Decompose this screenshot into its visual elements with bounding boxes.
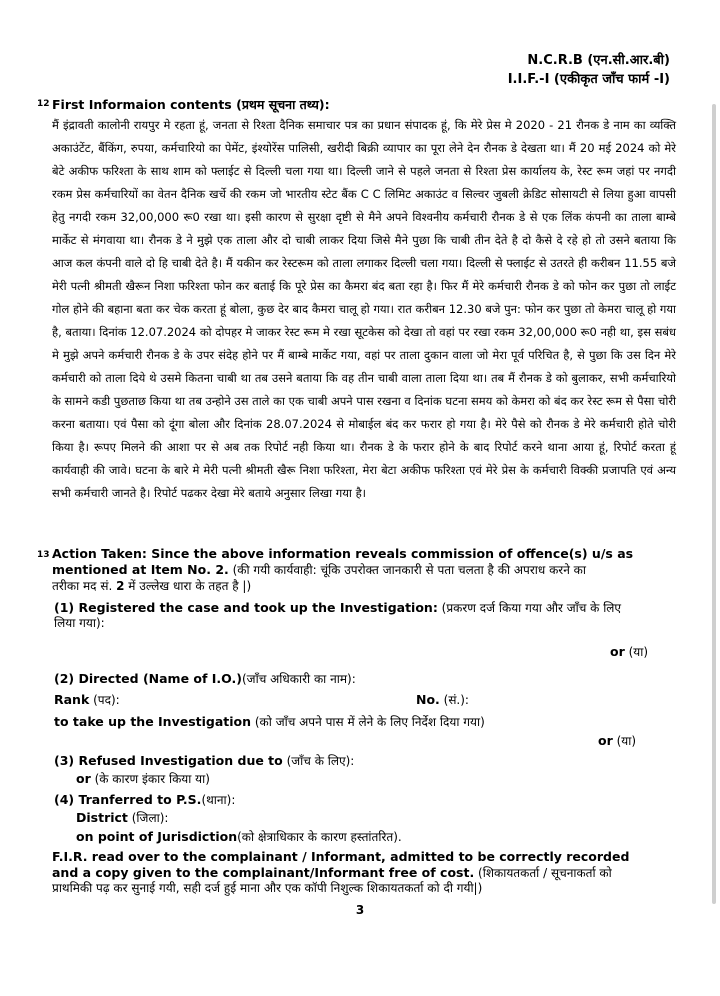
fir-line2-en: and a copy given to the complainant/Informant free of cost. — [52, 865, 475, 880]
jurisdiction-hi: (को क्षेत्राधिकार के कारण हस्तांतरित). — [237, 830, 402, 844]
take-up-hi: (को जाँच अपने पास में लेने के लिए निर्देश दिया गया) — [254, 715, 485, 729]
item-4-en: (4) Tranferred to P.S. — [54, 792, 202, 807]
district-label-en: District — [76, 810, 128, 825]
take-up-investigation — [54, 713, 485, 730]
section-12-title — [52, 96, 330, 113]
form-code: N.C.R.B (एन.सी.आर.बी) — [527, 53, 670, 68]
scrollbar[interactable] — [712, 104, 716, 904]
item-1-en: (1) Registered the case and took up the Investigation: — [54, 600, 438, 615]
fir-read-over-line1: F.I.R. read over to the complainant / Informant, admitted to be correctly recorded — [52, 849, 630, 864]
rank-label-hi: (पद): — [93, 693, 120, 707]
action-taken-line3-c: में उल्लेख धारा के तहत है |) — [124, 579, 252, 593]
action-taken-hindi: (की गयी कार्यवाही: चूंकि उपरोक्त जानकारी से पता चलता है की अपराध करने का — [232, 563, 587, 577]
action-taken-line3-b: 2 — [116, 579, 125, 593]
jurisdiction-line — [76, 828, 402, 845]
item-2-directed — [54, 670, 356, 687]
item-3-hi: (जाँच के लिए): — [286, 754, 355, 768]
item-4-hi: (थाना): — [201, 793, 236, 807]
item-1-hi-cont: लिया गया): — [54, 616, 105, 630]
item-3-or-en: or — [76, 771, 91, 786]
action-taken-line3-a: तरीका मद सं. — [52, 579, 117, 593]
no-label-hi: (सं.): — [443, 693, 469, 707]
section-12-title-en: First Informaion contents — [52, 97, 232, 112]
fir-line2-hi: (शिकायतकर्ता / सूचनाकर्ता को — [478, 866, 612, 880]
no-field — [416, 691, 469, 708]
district-field — [76, 809, 168, 826]
or-1-hi: (या) — [628, 645, 649, 659]
section-13-number: 13 — [37, 550, 50, 560]
section-12-number: 12 — [37, 99, 50, 109]
item-2-en: (2) Directed (Name of I.O.) — [54, 671, 242, 686]
item-3-or — [76, 770, 210, 787]
or-2 — [598, 732, 636, 749]
item-1-registered — [54, 599, 621, 616]
item-3-en: (3) Refused Investigation due to — [54, 753, 283, 768]
or-2-en: or — [598, 733, 613, 748]
rank-field — [54, 691, 120, 708]
action-taken-line3 — [52, 577, 251, 594]
item-2-hi: (जाँच अधिकारी का नाम): — [242, 672, 356, 686]
no-label-en: No. — [416, 692, 440, 707]
or-1-en: or — [610, 644, 625, 659]
or-1 — [610, 643, 648, 660]
fir-read-over-line3: प्राथमिकी पढ़ कर सुनाई गयी, सही दर्ज हुई माना और एक कॉपी निशुल्क शिकायतकर्ता को दी गयी|) — [52, 881, 483, 895]
section-12-title-hi: (प्रथम सूचना तथ्य): — [236, 97, 330, 112]
action-taken-line2 — [52, 561, 586, 578]
district-label-hi: (जिला): — [131, 811, 169, 825]
item-4-transferred — [54, 791, 235, 808]
or-2-hi: (या) — [616, 734, 637, 748]
take-up-en: to take up the Investigation — [54, 714, 252, 729]
item-3-or-hi: (के कारण इंकार किया या) — [94, 772, 210, 786]
item-3-refused — [54, 752, 354, 769]
item-1-hi: (प्रकरण दर्ज किया गया और जाँच के लिए — [441, 601, 622, 615]
rank-label-en: Rank — [54, 692, 90, 707]
jurisdiction-en: on point of Jurisdiction — [76, 829, 238, 844]
form-name: I.I.F.-I (एकीकृत जाँच फार्म -I) — [507, 72, 670, 87]
first-information-contents: मैं इंद्रावती कालोनी रायपुर मे रहता हूं, जनता से रिश्ता दैनिक समाचार पत्र का प्रधान संपादक हूं, कि मेरे प्रेस मे 2020 - 21 रौनक डे नाम का व्यक्ति अकाउंटेंट, बैंकिंग, रुपया, कर्मचारियो का पेमेंट, इंश्योरेंस पालिसी, खरीदी बिक्री व्यापार का पूरा लेने देन रौनक डे देखता था। मैं 20 मई 2024 को मेरे बेटे अकीफ फरिश्ता के साथ शाम को फ्लाईट से दिल्ली चला गया था। दिल्ली जाने से पहले जनता से रिश्ता प्रेस कार्यालय के, रेस्ट रूम जहां पर नगदी रकम प्रेस कर्मचारियों का वेतन दैनिक खर्चे की रकम जो भारतीय स्टेट बैंक C C लिमिट अकाउंट व सिल्वर जुबली क्रेडिट सोसायटी से लिया हुआ वापसी हेतु नगदी रकम 32,00,000 रू0 रखा था। इसी कारण से सुरक्षा दृष्टी से मैने अपने विश्वनीय कर्मचारी रौनक डे से एक लिंक कंपनी का ताला बाम्बे मार्केट से मंगवाया था। रौनक डे ने मुझे एक ताला और दो चाबी लाकर दिया जिसे मैने पुछा कि चाबी तीन देते है दो कैसे दे रहे हो तो उसने बताया कि आज कल कंपनी वाले दो हि चाबी देते है। मैं यकीन कर रेस्टरूम को ताला लगाकर दिल्ली चला गया। दिल्ली से फ्लाईट से उतरते ही करीबन 11.55 बजे मेरी पत्नी श्रीमती खैरून निशा फरिश्ता फोन कर बताई कि पूरे प्रेस का कैमरा बंद बता रहा है। फिर मैं मेरे कर्मचारी रौनक डे को फोन कर पुछा तो लाईट गोल होने की बहाना बता कर चेक करता हूं बोला, कुछ देर बाद कैमरा चालू हो गया। रात करीबन 12.30 बजे पुन: फोन कर पुछा तो केमरा चालू हो गया है, बताया। दिनांक 12.07.2024 को दोपहर मे जाकर रेस्ट रूम मे रखा सूटकेस को देखा तो वहां पर रखा रकम 32,00,000 रू0 नही था, इस सबंध मे मुझे अपने कर्मचारी रौनक डे के उपर संदेह होने पर मैं बाम्बे मार्केट गया, वहां पर ताला दुकान वाला जो मेरा पूर्व परिचित है, से पुछा कि उस दिन मेरे कर्मचारी को ताला दिये थे उसमे कितना चाबी था तब उसने बताया कि वह तीन चाबी वाला ताला दिया था। तब मैं रौनक डे को बुलाकर, सभी कर्मचारियो के सामने कडी पुछताछ किया था तब उन्होने उस ताले का एक चाबी अपने पास रखना व दिनांक घटना समय को केमरा को बंद कर रेस्ट रूम से पैसा चोरी करना बताया। एवं पैसा को दूंगा बोला और दिनांक 28.07.2024 से मोबाईल बंद कर फरार हो गया है। मेरे पैसे को रौनक डे मेरे कर्मचारी होते चोरी किया है। रूपए मिलने की आशा पर से अब तक रिपोर्ट नही किया था। रौनक डे के फरार होने के बाद रिपोर्ट करने थाना आया हूं, रिपोर्ट करता हूं कार्यवाही की जावे। घटना के बारे मे मेरी पत्नी श्रीमती खैरू निशा फरिश्ता, मेरा बेटा अकीफ फरिश्ता एवं मेरे प्रेस के कर्मचारी विक्की प्रजापति एवं अन्य सभी कर्मचारी जानते है। रिपोर्ट पढकर देखा मेरे बताये अनुसार लिखा गया है। — [52, 118, 676, 500]
page-number: 3 — [355, 903, 365, 917]
action-taken-item-ref: mentioned at Item No. 2. — [52, 562, 229, 577]
action-taken-line1: Action Taken: Since the above information reveals commission of offence(s) u/s as — [52, 546, 634, 561]
